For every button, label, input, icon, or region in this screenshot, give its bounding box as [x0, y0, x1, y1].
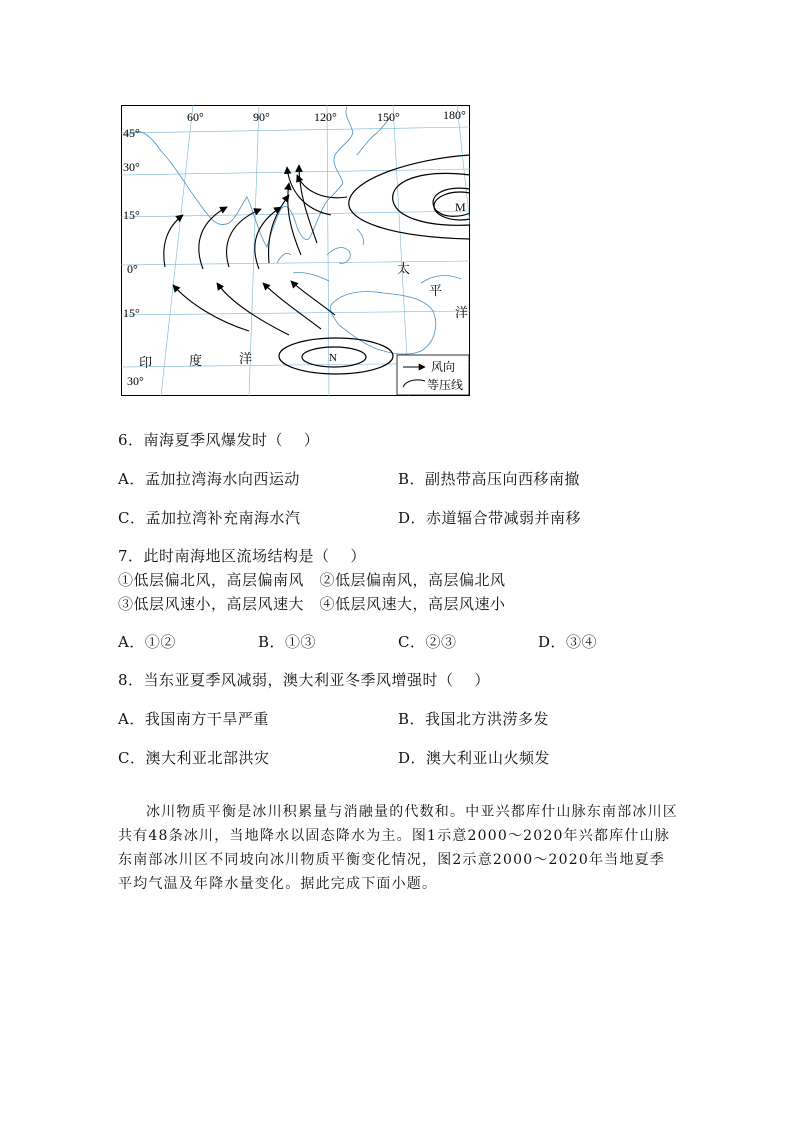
lat-label: 30°	[123, 160, 140, 174]
reading-passage: 冰川物质平衡是冰川积累量与消融量的代数和。中亚兴都库什山脉东南部冰川区共有48条冰川，当地降水以固态降水为主。图1示意2000～2020年兴都库什山脉东南部冰川区不同坡向冰川物质平衡变化情况，图2示意2000～2020年当地夏季平均气温及年降水量变化。据此完成下面小题。	[118, 804, 678, 892]
q6-option-c: C．孟加拉湾补充南海水汽	[118, 509, 301, 527]
lon-label: 120°	[314, 110, 337, 124]
lat-label: 15°	[123, 306, 140, 320]
high-pressure-label: M	[455, 200, 466, 214]
question-7-stem: 7．此时南海地区流场结构是（ ）	[118, 547, 366, 565]
q8-option-d: D．澳大利亚山火频发	[398, 749, 551, 767]
q7-statement-1: ①低层偏北风，高层偏南风 ②低层偏南风，高层偏北风	[118, 571, 506, 589]
question-8-stem: 8．当东亚夏季风减弱，澳大利亚冬季风增强时（ ）	[118, 671, 490, 689]
q8-option-c: C．澳大利亚北部洪灾	[118, 749, 270, 767]
q8-option-a: A．我国南方干旱严重	[118, 710, 269, 728]
monsoon-map	[121, 105, 470, 396]
q7-option-b: B．①③	[258, 633, 317, 651]
ocean-label: 平	[429, 283, 443, 298]
lat-label: 15°	[123, 208, 140, 222]
ocean-label: 洋	[455, 305, 469, 320]
lon-label: 60°	[187, 110, 204, 124]
lon-label: 90°	[253, 110, 270, 124]
legend-wind: 风向	[431, 360, 456, 374]
map-legend	[397, 355, 469, 395]
q7-option-c: C．②③	[398, 633, 457, 651]
lat-label: 45°	[123, 126, 140, 140]
ocean-label: 印	[139, 355, 153, 370]
ocean-label: 洋	[239, 351, 253, 366]
lon-label: 150°	[377, 110, 400, 124]
ocean-label: 度	[189, 353, 203, 368]
lat-label: 0°	[127, 262, 138, 276]
q6-option-b: B．副热带高压向西移南撤	[398, 470, 581, 488]
low-pressure-label: N	[329, 352, 337, 364]
q7-statement-2: ③低层风速小，高层风速大 ④低层风速大，高层风速小	[118, 595, 506, 613]
legend-isobar: 等压线	[427, 378, 464, 392]
q7-option-a: A．①②	[118, 633, 176, 651]
q6-option-d: D．赤道辐合带减弱并南移	[398, 509, 582, 527]
ocean-label: 太	[397, 261, 411, 276]
q6-option-a: A．孟加拉湾海水向西运动	[118, 470, 300, 488]
q8-option-b: B．我国北方洪涝多发	[398, 710, 550, 728]
lat-label: 30°	[127, 374, 144, 388]
question-6-stem: 6．南海夏季风爆发时（ ）	[118, 431, 320, 449]
q7-option-d: D．③④	[538, 633, 598, 651]
lon-label: 180°	[443, 108, 466, 122]
